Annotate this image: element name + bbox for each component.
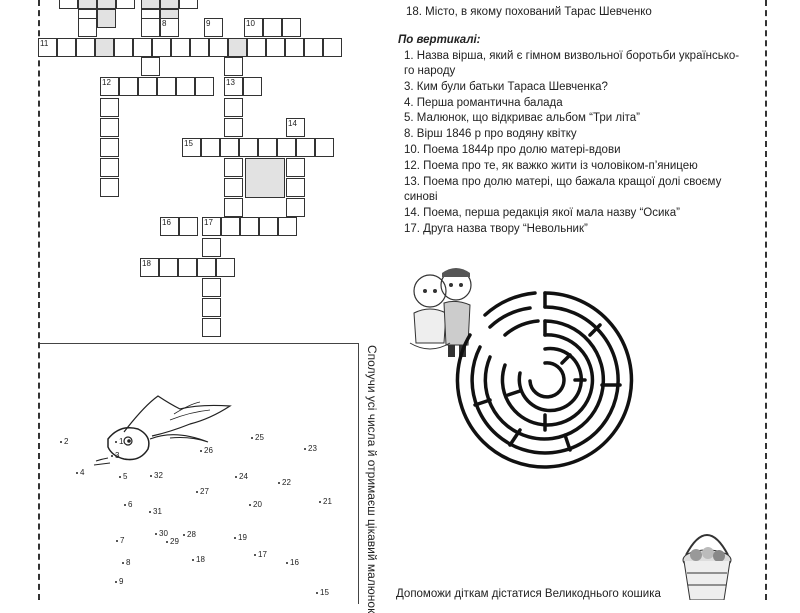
clue-number: 8 — [162, 19, 167, 28]
clue-down: го народу — [404, 65, 456, 77]
crossword-cell[interactable] — [116, 0, 135, 9]
clue-down: 3. Ким були батьки Тараса Шевченка? — [404, 81, 608, 93]
circular-maze — [450, 285, 640, 475]
dot-number: 31 — [153, 507, 162, 516]
clue-down: 1. Назва вірша, який є гімном визвольної боротьби українсько- — [404, 50, 740, 62]
clue-number: 9 — [206, 19, 211, 28]
crossword-cell[interactable] — [176, 77, 195, 96]
crossword-cell[interactable] — [247, 38, 266, 57]
dot-number: 29 — [170, 537, 179, 546]
dot-number: 16 — [290, 558, 299, 567]
crossword-cell[interactable] — [285, 38, 304, 57]
crossword-cell[interactable] — [224, 198, 243, 217]
crossword-cell — [245, 158, 285, 198]
crossword-cell[interactable] — [141, 18, 160, 37]
crossword-cell[interactable] — [138, 77, 157, 96]
crossword-cell[interactable] — [286, 178, 305, 197]
dot-number: 28 — [187, 530, 196, 539]
crossword-cell[interactable] — [228, 38, 247, 57]
crossword-cell[interactable] — [38, 38, 57, 57]
dot-number: 26 — [204, 446, 213, 455]
crossword-cell[interactable] — [315, 138, 334, 157]
crossword-cell[interactable] — [220, 138, 239, 157]
crossword-cell[interactable] — [178, 258, 197, 277]
dot-number: 19 — [238, 533, 247, 542]
crossword-cell[interactable] — [201, 138, 220, 157]
crossword-cell[interactable] — [160, 217, 179, 236]
crossword-cell[interactable] — [224, 118, 243, 137]
crossword-cell[interactable] — [204, 18, 223, 37]
dot-number: 17 — [258, 550, 267, 559]
crossword-cell[interactable] — [190, 38, 209, 57]
dot-number: 23 — [308, 444, 317, 453]
crossword-cell[interactable] — [119, 77, 138, 96]
dot-number: 25 — [255, 433, 264, 442]
clue-number: 13 — [226, 78, 235, 87]
dot-number: 24 — [239, 472, 248, 481]
crossword-cell[interactable] — [100, 98, 119, 117]
crossword-cell[interactable] — [202, 318, 221, 337]
clue-number: 14 — [288, 119, 297, 128]
crossword-cell[interactable] — [160, 0, 179, 9]
crossword-cell[interactable] — [282, 18, 301, 37]
crossword-cell[interactable] — [259, 217, 278, 236]
crossword-cell[interactable] — [171, 38, 190, 57]
crossword-cell[interactable] — [100, 77, 119, 96]
crossword-cell[interactable] — [296, 138, 315, 157]
crossword-cell[interactable] — [239, 138, 258, 157]
dot-number: 3 — [115, 451, 120, 460]
clue-down: 4. Перша романтична балада — [404, 97, 563, 109]
dot-number: 20 — [253, 500, 262, 509]
crossword-cell[interactable] — [209, 38, 228, 57]
clue-down: 5. Малюнок, що відкриває альбом “Три літа” — [404, 112, 641, 124]
dot-number: 7 — [120, 536, 125, 545]
crossword-cell[interactable] — [100, 138, 119, 157]
clue-number: 11 — [40, 39, 49, 48]
dot-number: 30 — [159, 529, 168, 538]
crossword-cell[interactable] — [100, 158, 119, 177]
clue-down: 17. Друга назва твору “Невольник” — [404, 223, 588, 235]
dot-number: 5 — [123, 472, 128, 481]
crossword-cell[interactable] — [97, 0, 116, 9]
right-dashed-border — [765, 0, 767, 600]
crossword-cell[interactable] — [140, 258, 159, 277]
dot-to-dot-instruction — [363, 345, 379, 613]
crossword-cell[interactable] — [286, 118, 305, 137]
clue-number: 15 — [184, 139, 193, 148]
down-heading: По вертикалі: — [398, 34, 481, 46]
dot-number: 32 — [154, 471, 163, 480]
clue-number: 12 — [102, 78, 111, 87]
clue-number: 18 — [142, 259, 151, 268]
crossword-cell[interactable] — [202, 278, 221, 297]
crossword-cell[interactable] — [224, 178, 243, 197]
clue-down: 8. Вірш 1846 р про водяну квітку — [404, 128, 577, 140]
crossword-cell[interactable] — [100, 178, 119, 197]
crossword-cell[interactable] — [202, 217, 221, 236]
clue-across-18: 18. Місто, в якому похований Тарас Шевченко — [406, 6, 652, 18]
crossword-cell[interactable] — [57, 38, 76, 57]
crossword-cell[interactable] — [224, 158, 243, 177]
crossword-cell[interactable] — [224, 57, 243, 76]
crossword-cell[interactable] — [100, 118, 119, 137]
crossword-cell[interactable] — [179, 217, 198, 236]
crossword-cell[interactable] — [277, 138, 296, 157]
crossword-cell[interactable] — [216, 258, 235, 277]
crossword-cell[interactable] — [304, 38, 323, 57]
dot-to-dot-area — [40, 343, 359, 604]
clue-down: 14. Поема, перша редакція якої мала назву “Осика” — [404, 207, 680, 219]
crossword-cell[interactable] — [157, 77, 176, 96]
crossword-cell[interactable] — [182, 138, 201, 157]
crossword-grid — [0, 0, 400, 345]
crossword-cell[interactable] — [76, 38, 95, 57]
crossword-cell[interactable] — [59, 0, 78, 9]
crossword-cell[interactable] — [114, 38, 133, 57]
crossword-cell[interactable] — [179, 0, 198, 9]
crossword-cell[interactable] — [197, 258, 216, 277]
dot-number: 9 — [119, 577, 124, 586]
crossword-cell[interactable] — [244, 18, 263, 37]
crossword-cell[interactable] — [78, 0, 97, 9]
dot-number: 27 — [200, 487, 209, 496]
dot-number: 22 — [282, 478, 291, 487]
dot-number: 4 — [80, 468, 85, 477]
crossword-cell[interactable] — [224, 77, 243, 96]
crossword-cell[interactable] — [152, 38, 171, 57]
crossword-cell[interactable] — [266, 38, 285, 57]
crossword-cell[interactable] — [278, 217, 297, 236]
clue-down: 10. Поема 1844р про долю матері-вдови — [404, 144, 621, 156]
clue-number: 16 — [162, 218, 171, 227]
dot-number: 1 — [119, 437, 124, 446]
dot-number: 15 — [320, 588, 329, 597]
crossword-cell[interactable] — [323, 38, 342, 57]
dot-number: 8 — [126, 558, 131, 567]
crossword-cell[interactable] — [78, 18, 97, 37]
dot-number: 18 — [196, 555, 205, 564]
crossword-cell[interactable] — [97, 9, 116, 28]
crossword-cell[interactable] — [141, 0, 160, 9]
crossword-cell[interactable] — [243, 77, 262, 96]
crossword-cell[interactable] — [258, 138, 277, 157]
crossword-cell[interactable] — [286, 158, 305, 177]
clue-number: 10 — [246, 19, 255, 28]
dot-number: 6 — [128, 500, 133, 509]
dot-number: 2 — [64, 437, 69, 446]
crossword-cell[interactable] — [133, 38, 152, 57]
maze-instruction: Допоможи діткам дістатися Великоднього кошика — [396, 588, 661, 600]
crossword-cell[interactable] — [141, 57, 160, 76]
crossword-cell[interactable] — [160, 18, 179, 37]
dot-number: 21 — [323, 497, 332, 506]
clue-down: синові — [404, 191, 438, 203]
clue-down: 12. Поема про те, як важко жити із чоловіком-п’яницею — [404, 160, 698, 172]
crossword-cell[interactable] — [159, 258, 178, 277]
easter-basket-illustration — [672, 515, 742, 600]
crossword-cell[interactable] — [240, 217, 259, 236]
crossword-cell[interactable] — [224, 98, 243, 117]
clue-down: 13. Поема про долю матері, що бажала кращої долі своєму — [404, 176, 722, 188]
crossword-cell[interactable] — [221, 217, 240, 236]
crossword-cell[interactable] — [95, 38, 114, 57]
crossword-cell[interactable] — [263, 18, 282, 37]
clue-number: 17 — [204, 218, 213, 227]
crossword-cell[interactable] — [195, 77, 214, 96]
crossword-cell[interactable] — [202, 238, 221, 257]
instruction-text: Сполучи усі числа й отримаєш цікавий малюнок — [365, 345, 379, 613]
crossword-cell[interactable] — [286, 198, 305, 217]
crossword-cell[interactable] — [202, 298, 221, 317]
